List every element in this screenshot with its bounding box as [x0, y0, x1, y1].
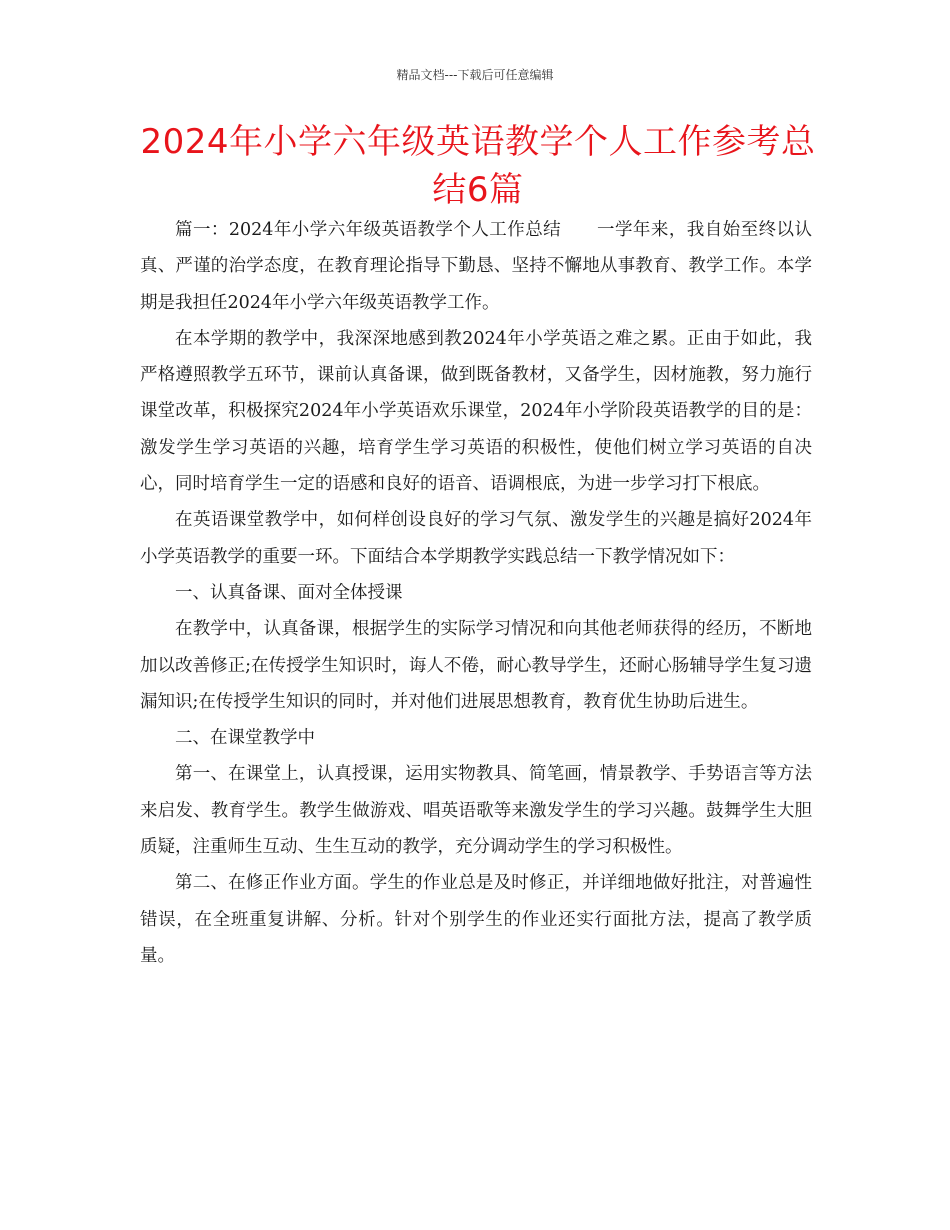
- section-heading-2: 二、在课堂教学中: [175, 728, 315, 749]
- paragraph-teaching: 在本学期的教学中，我深深地感到教2024年小学英语之难之累。正由于如此，我严格遵照教学五环节，课前认真备课，做到既备教材，又备学生，因材施教，努力施行课堂改革，积极探究2024年小学英语欢乐课堂，2024年小学阶段英语教学的目的是：激发学生学习英语的兴趣，培育学生学习英语的积极性，使他们树立学习英语的自决心，同时培育学生一定的语感和良好的语音、语调根底，为进一步学习打下根底。: [140, 328, 812, 495]
- paragraph-classroom: 在英语课堂教学中，如何样创设良好的学习气氛、激发学生的兴趣是搞好2024年小学英语教学的重要一环。下面结合本学期教学实践总结一下教学情况如下：: [140, 510, 812, 567]
- header-note: 精品文档---下载后可任意编辑: [396, 68, 554, 82]
- paragraph-section-1: 在教学中，认真备课，根据学生的实际学习情况和向其他老师获得的经历，不断地加以改善修正;在传授学生知识时，诲人不倦，耐心教导学生，还耐心肠辅导学生复习遗漏知识;在传授学生知识的同时，并对他们进展思想教育，教育优生协助后进生。: [140, 619, 812, 712]
- paragraph-point-1: 第一、在课堂上，认真授课，运用实物教具、简笔画，情景教学、手势语言等方法来启发、教育学生。教学生做游戏、唱英语歌等来激发学生的学习兴趣。鼓舞学生大胆质疑，注重师生互动、生生互动的教学，充分调动学生的学习积极性。: [140, 764, 812, 858]
- section-heading-1: 一、认真备课、面对全体授课: [175, 582, 403, 603]
- document-body: [140, 212, 812, 974]
- document-title: 2024年小学六年级英语教学个人工作参考总结6篇: [140, 122, 816, 210]
- paragraph-point-2: 第二、在修正作业方面。学生的作业总是及时修正，并详细地做好批注，对普遍性错误，在全班重复讲解、分析。针对个别学生的作业还实行面批方法，提高了教学质量。: [140, 873, 812, 966]
- paragraph-intro: 篇一：2024年小学六年级英语教学个人工作总结 一学年来，我自始至终以认真、严谨的治学态度，在教育理论指导下勤恳、坚持不懈地从事教育、教学工作。本学期是我担任2024年小学六年级英语教学工作。: [140, 220, 812, 313]
